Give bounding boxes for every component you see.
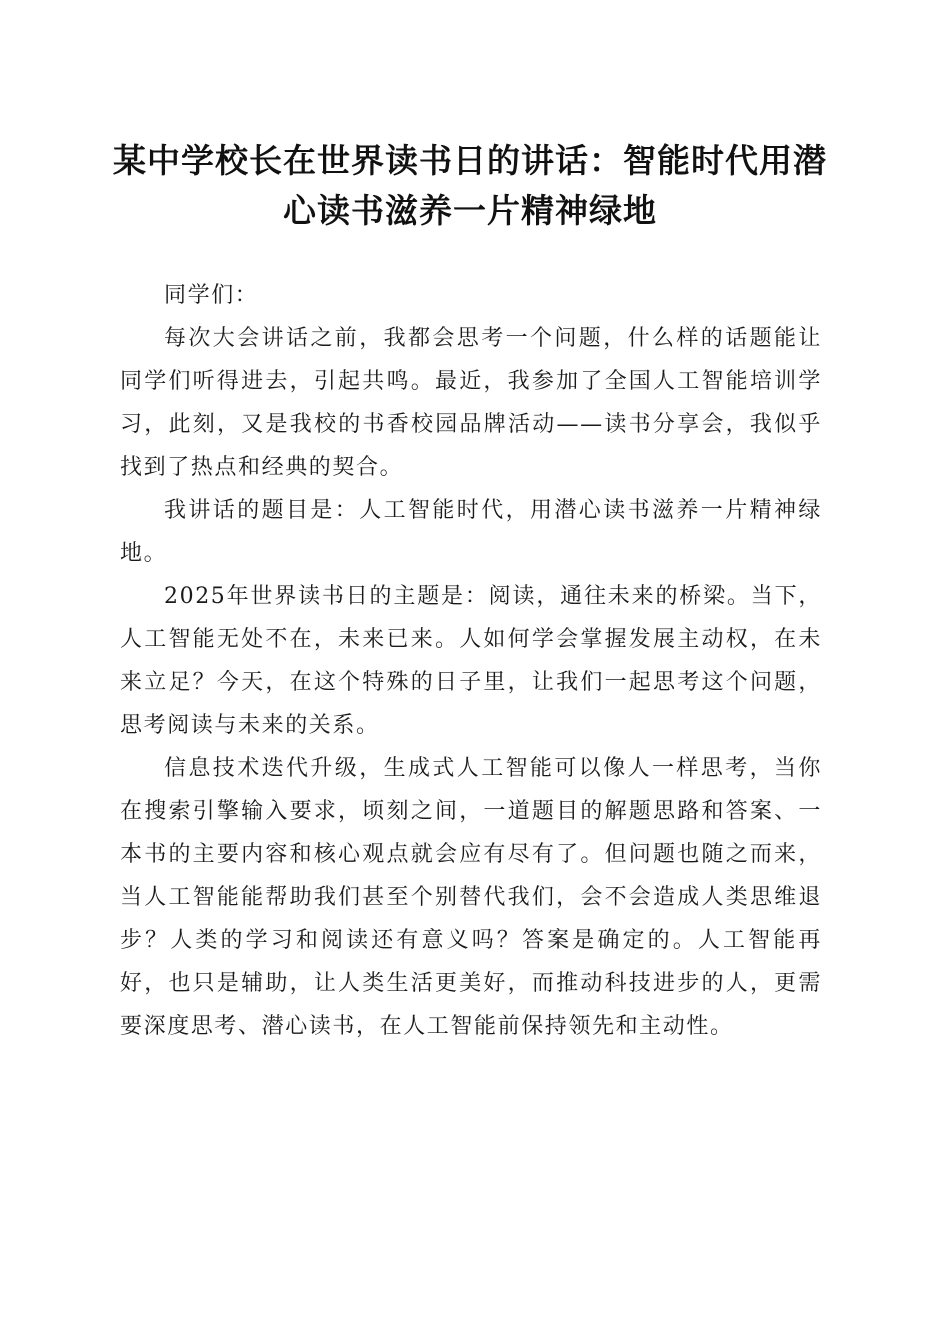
document-title: 某中学校长在世界读书日的讲话：智能时代用潜心读书滋养一片精神绿地 [113, 141, 827, 230]
paragraph: 每次大会讲话之前，我都会思考一个问题，什么样的话题能让同学们听得进去，引起共鸣。最近，我参加了全国人工智能培训学习，此刻，又是我校的书香校园品牌活动——读书分享会，我似乎找到了热点和经典的契合。 [120, 326, 822, 480]
paragraph-greeting: 同学们： [164, 283, 259, 308]
document-body [120, 274, 822, 1048]
paragraph: 我讲话的题目是：人工智能时代，用潜心读书滋养一片精神绿地。 [120, 498, 822, 566]
paragraph: 2025年世界读书日的主题是：阅读，通往未来的桥梁。当下，人工智能无处不在，未来已来。人如何学会掌握发展主动权，在未来立足？今天，在这个特殊的日子里，让我们一起思考这个问题，思考阅读与未来的关系。 [120, 584, 822, 738]
paragraph: 信息技术迭代升级，生成式人工智能可以像人一样思考，当你在搜索引擎输入要求，顷刻之间，一道题目的解题思路和答案、一本书的主要内容和核心观点就会应有尽有了。但问题也随之而来，当人工智能能帮助我们甚至个别替代我们，会不会造成人类思维退步？人类的学习和阅读还有意义吗？答案是确定的。人工智能再好，也只是辅助，让人类生活更美好，而推动科技进步的人，更需要深度思考、潜心读书，在人工智能前保持领先和主动性。 [120, 756, 822, 1039]
